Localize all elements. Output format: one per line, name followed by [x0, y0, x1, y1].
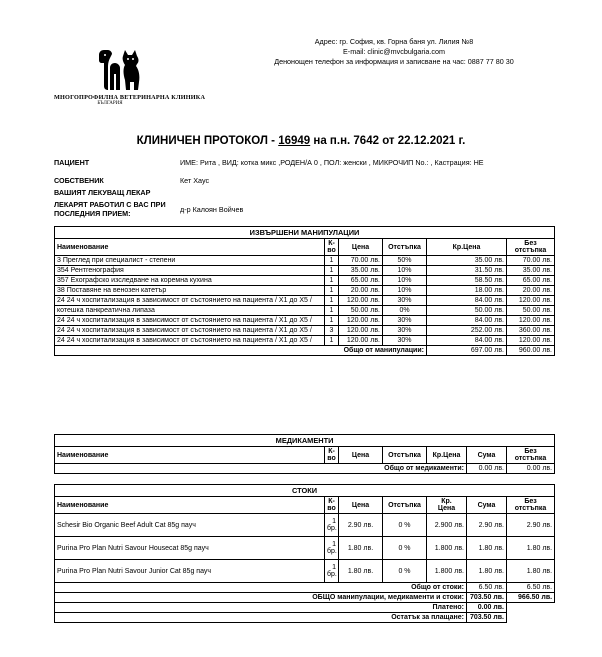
goods-qty: 1 бр. — [325, 514, 339, 537]
col-name: Наименование — [55, 447, 325, 464]
manipulation-name: 24 24 ч хоспитализация в зависимост от състоянието на пациента / Х1 до Х5 / — [55, 296, 325, 306]
manipulation-qty: 1 — [325, 306, 339, 316]
goods-kr-price: 1.800 лв. — [427, 537, 467, 560]
clinic-country: БЪЛГАРИЯ — [97, 101, 123, 106]
goods-no-discount: 1.80 лв. — [507, 560, 555, 583]
manipulation-discount: 10% — [383, 276, 427, 286]
col-sum: Сума — [467, 447, 507, 464]
col-price: Цена — [339, 447, 383, 464]
manipulation-qty: 1 — [325, 296, 339, 306]
goods-name: Purina Pro Plan Nutri Savour Junior Cat 85g пауч — [55, 560, 325, 583]
manipulations-table — [54, 226, 555, 356]
manipulation-no-discount: 35.00 лв. — [507, 266, 555, 276]
manipulation-discount: 10% — [383, 286, 427, 296]
col-no-discount: Без отстъпка — [507, 239, 555, 256]
manipulation-name: котешка панкреатична липаза — [55, 306, 325, 316]
goods-qty: 1 бр. — [325, 560, 339, 583]
medicaments-total-label: Общо от медикаменти: — [55, 464, 467, 474]
manipulation-kr-price: 84.00 лв. — [427, 316, 507, 326]
col-no-discount: Без отстъпка — [507, 447, 555, 464]
manipulation-row — [55, 286, 555, 296]
remaining-label: Остатък за плащане: — [55, 613, 467, 623]
col-name: Наименование — [55, 239, 325, 256]
manipulation-discount: 30% — [383, 296, 427, 306]
owner-value: Кет Хаус — [180, 176, 210, 185]
manipulation-price: 35.00 лв. — [339, 266, 383, 276]
protocol-title — [0, 135, 602, 147]
patient-label: ПАЦИЕНТ — [54, 158, 90, 167]
manipulation-name: 354 Рентгенография — [55, 266, 325, 276]
goods-price: 1.80 лв. — [339, 560, 383, 583]
manipulation-discount: 0% — [383, 306, 427, 316]
manipulation-row — [55, 266, 555, 276]
manipulation-row — [55, 296, 555, 306]
manipulation-row — [55, 306, 555, 316]
manipulation-no-discount: 120.00 лв. — [507, 316, 555, 326]
manipulation-price: 65.00 лв. — [339, 276, 383, 286]
col-kr-price: Кр.Цена — [427, 239, 507, 256]
clinic-logo — [54, 46, 206, 106]
col-price: Цена — [339, 497, 383, 514]
manipulation-discount: 10% — [383, 266, 427, 276]
grand-total-label: ОБЩО манипулации, медикаменти и стоки: — [55, 593, 467, 603]
remaining-row — [55, 613, 555, 623]
goods-row — [55, 537, 555, 560]
manipulation-no-discount: 65.00 лв. — [507, 276, 555, 286]
dog-cat-logo-icon — [96, 46, 142, 92]
manipulation-no-discount: 20.00 лв. — [507, 286, 555, 296]
col-kr-price: Кр. Цена — [427, 497, 467, 514]
goods-price: 2.90 лв. — [339, 514, 383, 537]
grand-total-no-disc: 966.50 лв. — [507, 593, 555, 603]
protocol-number: 16949 — [278, 135, 311, 147]
paid-value: 0.00 лв. — [467, 603, 507, 613]
manipulation-no-discount: 120.00 лв. — [507, 296, 555, 306]
goods-kr-price: 1.800 лв. — [427, 560, 467, 583]
grand-total-value: 703.50 лв. — [467, 593, 507, 603]
goods-sum: 1.80 лв. — [467, 537, 507, 560]
manipulation-kr-price: 84.00 лв. — [427, 296, 507, 306]
goods-total-sum: 6.50 лв. — [467, 583, 507, 593]
manipulation-price: 120.00 лв. — [339, 316, 383, 326]
manipulations-section-title: ИЗВЪРШЕНИ МАНИПУЛАЦИИ — [55, 227, 555, 239]
goods-total-label: Общо от стоки: — [55, 583, 467, 593]
manipulation-qty: 1 — [325, 316, 339, 326]
manipulation-kr-price: 31.50 лв. — [427, 266, 507, 276]
col-qty: К- во — [325, 497, 339, 514]
manipulation-kr-price: 84.00 лв. — [427, 336, 507, 346]
col-discount: Отстъпка — [383, 239, 427, 256]
manipulation-name: 24 24 ч хоспитализация в зависимост от състоянието на пациента / Х1 до Х5 / — [55, 316, 325, 326]
goods-header-row — [55, 497, 555, 514]
manipulation-price: 120.00 лв. — [339, 296, 383, 306]
goods-total-no-disc: 6.50 лв. — [507, 583, 555, 593]
medicaments-table — [54, 434, 555, 474]
goods-row — [55, 514, 555, 537]
manipulation-name: 24 24 ч хоспитализация в зависимост от състоянието на пациента / Х1 до Х5 / — [55, 326, 325, 336]
manipulation-price: 20.00 лв. — [339, 286, 383, 296]
col-kr-price: Кр.Цена — [427, 447, 467, 464]
last-vet-label-1: ЛЕКАРЯТ РАБОТИЛ С ВАС ПРИ — [54, 200, 166, 209]
manipulation-price: 70.00 лв. — [339, 256, 383, 266]
manipulation-qty: 3 — [325, 326, 339, 336]
manipulation-price: 120.00 лв. — [339, 336, 383, 346]
manipulation-no-discount: 50.00 лв. — [507, 306, 555, 316]
manipulation-row — [55, 316, 555, 326]
manipulations-header-row — [55, 239, 555, 256]
col-price: Цена — [339, 239, 383, 256]
col-qty: К- во — [325, 239, 339, 256]
paid-label: Платено: — [55, 603, 467, 613]
goods-discount: 0 % — [383, 537, 427, 560]
grand-total-row — [55, 593, 555, 603]
manipulation-name: 357 Ехографско изследване на коремна кухина — [55, 276, 325, 286]
manipulations-total-label: Общо от манипулации: — [55, 346, 427, 356]
manipulation-kr-price: 50.00 лв. — [427, 306, 507, 316]
goods-total-row — [55, 583, 555, 593]
goods-price: 1.80 лв. — [339, 537, 383, 560]
phone-text: Денонощен телефон за информация и записване на час: 0887 77 80 30 — [274, 57, 514, 66]
manipulations-total-row — [55, 346, 555, 356]
manipulation-name: 24 24 ч хоспитализация в зависимост от състоянието на пациента / Х1 до Х5 / — [55, 336, 325, 346]
medicaments-total-no-disc: 0.00 лв. — [507, 464, 555, 474]
contact-block — [244, 37, 544, 67]
address-text: Адрес: гр. София, кв. Горна баня ул. Лилия №8 — [314, 37, 474, 46]
col-qty: К- во — [325, 447, 339, 464]
medicaments-header-row — [55, 447, 555, 464]
clinic-name: МНОГОПРОФИЛНА ВЕТЕРИНАРНА КЛИНИКА — [54, 94, 206, 101]
goods-row — [55, 560, 555, 583]
manipulation-name: 38 Поставяне на венозен катетър — [55, 286, 325, 296]
col-discount: Отстъпка — [383, 497, 427, 514]
manipulations-total-no-disc: 960.00 лв. — [507, 346, 555, 356]
goods-no-discount: 2.90 лв. — [507, 514, 555, 537]
manipulation-row — [55, 326, 555, 336]
goods-sum: 1.80 лв. — [467, 560, 507, 583]
manipulation-qty: 1 — [325, 256, 339, 266]
remaining-value: 703.50 лв. — [467, 613, 507, 623]
manipulation-name: 3 Преглед при специалист - степени — [55, 256, 325, 266]
manipulation-qty: 1 — [325, 266, 339, 276]
goods-qty: 1 бр. — [325, 537, 339, 560]
goods-sum: 2.90 лв. — [467, 514, 507, 537]
manipulation-qty: 1 — [325, 276, 339, 286]
manipulations-total-kr: 697.00 лв. — [427, 346, 507, 356]
patient-value: ИМЕ: Рита , ВИД: котка микс ,РОДЕН/А 0 , ПОЛ: женски , МИКРОЧИП No.: , Кастрация: НЕ — [180, 158, 484, 167]
manipulation-kr-price: 35.00 лв. — [427, 256, 507, 266]
manipulation-kr-price: 252.00 лв. — [427, 326, 507, 336]
paid-row — [55, 603, 555, 613]
manipulation-discount: 30% — [383, 326, 427, 336]
goods-name: Purina Pro Plan Nutri Savour Housecat 85g пауч — [55, 537, 325, 560]
col-discount: Отстъпка — [383, 447, 427, 464]
manipulation-row — [55, 256, 555, 266]
title-suffix: на п.н. 7642 от 22.12.2021 г. — [310, 135, 466, 147]
medicaments-total-row — [55, 464, 555, 474]
manipulation-discount: 30% — [383, 336, 427, 346]
goods-name: Schesir Bio Organic Beef Adult Cat 85g пауч — [55, 514, 325, 537]
last-vet-label-2: ПОСЛЕДНИЯ ПРИЕМ: — [54, 209, 131, 218]
manipulation-no-discount: 360.00 лв. — [507, 326, 555, 336]
manipulation-price: 50.00 лв. — [339, 306, 383, 316]
medicaments-total-kr: 0.00 лв. — [467, 464, 507, 474]
goods-kr-price: 2.900 лв. — [427, 514, 467, 537]
col-no-discount: Без отстъпка — [507, 497, 555, 514]
manipulation-no-discount: 120.00 лв. — [507, 336, 555, 346]
goods-no-discount: 1.80 лв. — [507, 537, 555, 560]
manipulation-kr-price: 18.00 лв. — [427, 286, 507, 296]
goods-table — [54, 484, 555, 623]
goods-discount: 0 % — [383, 560, 427, 583]
col-sum: Сума — [467, 497, 507, 514]
goods-section-title: СТОКИ — [55, 485, 555, 497]
manipulation-discount: 50% — [383, 256, 427, 266]
manipulation-row — [55, 276, 555, 286]
vet-label: ВАШИЯТ ЛЕКУВАЩ ЛЕКАР — [54, 188, 151, 197]
manipulation-kr-price: 58.50 лв. — [427, 276, 507, 286]
medicaments-section-title: МЕДИКАМЕНТИ — [55, 435, 555, 447]
email-text: E-mail: clinic@mvcbulgaria.com — [343, 47, 445, 56]
manipulation-no-discount: 70.00 лв. — [507, 256, 555, 266]
goods-discount: 0 % — [383, 514, 427, 537]
owner-label: СОБСТВЕНИК — [54, 176, 104, 185]
manipulation-qty: 1 — [325, 336, 339, 346]
manipulation-row — [55, 336, 555, 346]
last-vet-value: д-р Калоян Войчев — [180, 205, 244, 214]
manipulation-qty: 1 — [325, 286, 339, 296]
manipulation-discount: 30% — [383, 316, 427, 326]
manipulation-price: 120.00 лв. — [339, 326, 383, 336]
title-prefix: КЛИНИЧЕН ПРОТОКОЛ - — [136, 135, 279, 147]
col-name: Наименование — [55, 497, 325, 514]
